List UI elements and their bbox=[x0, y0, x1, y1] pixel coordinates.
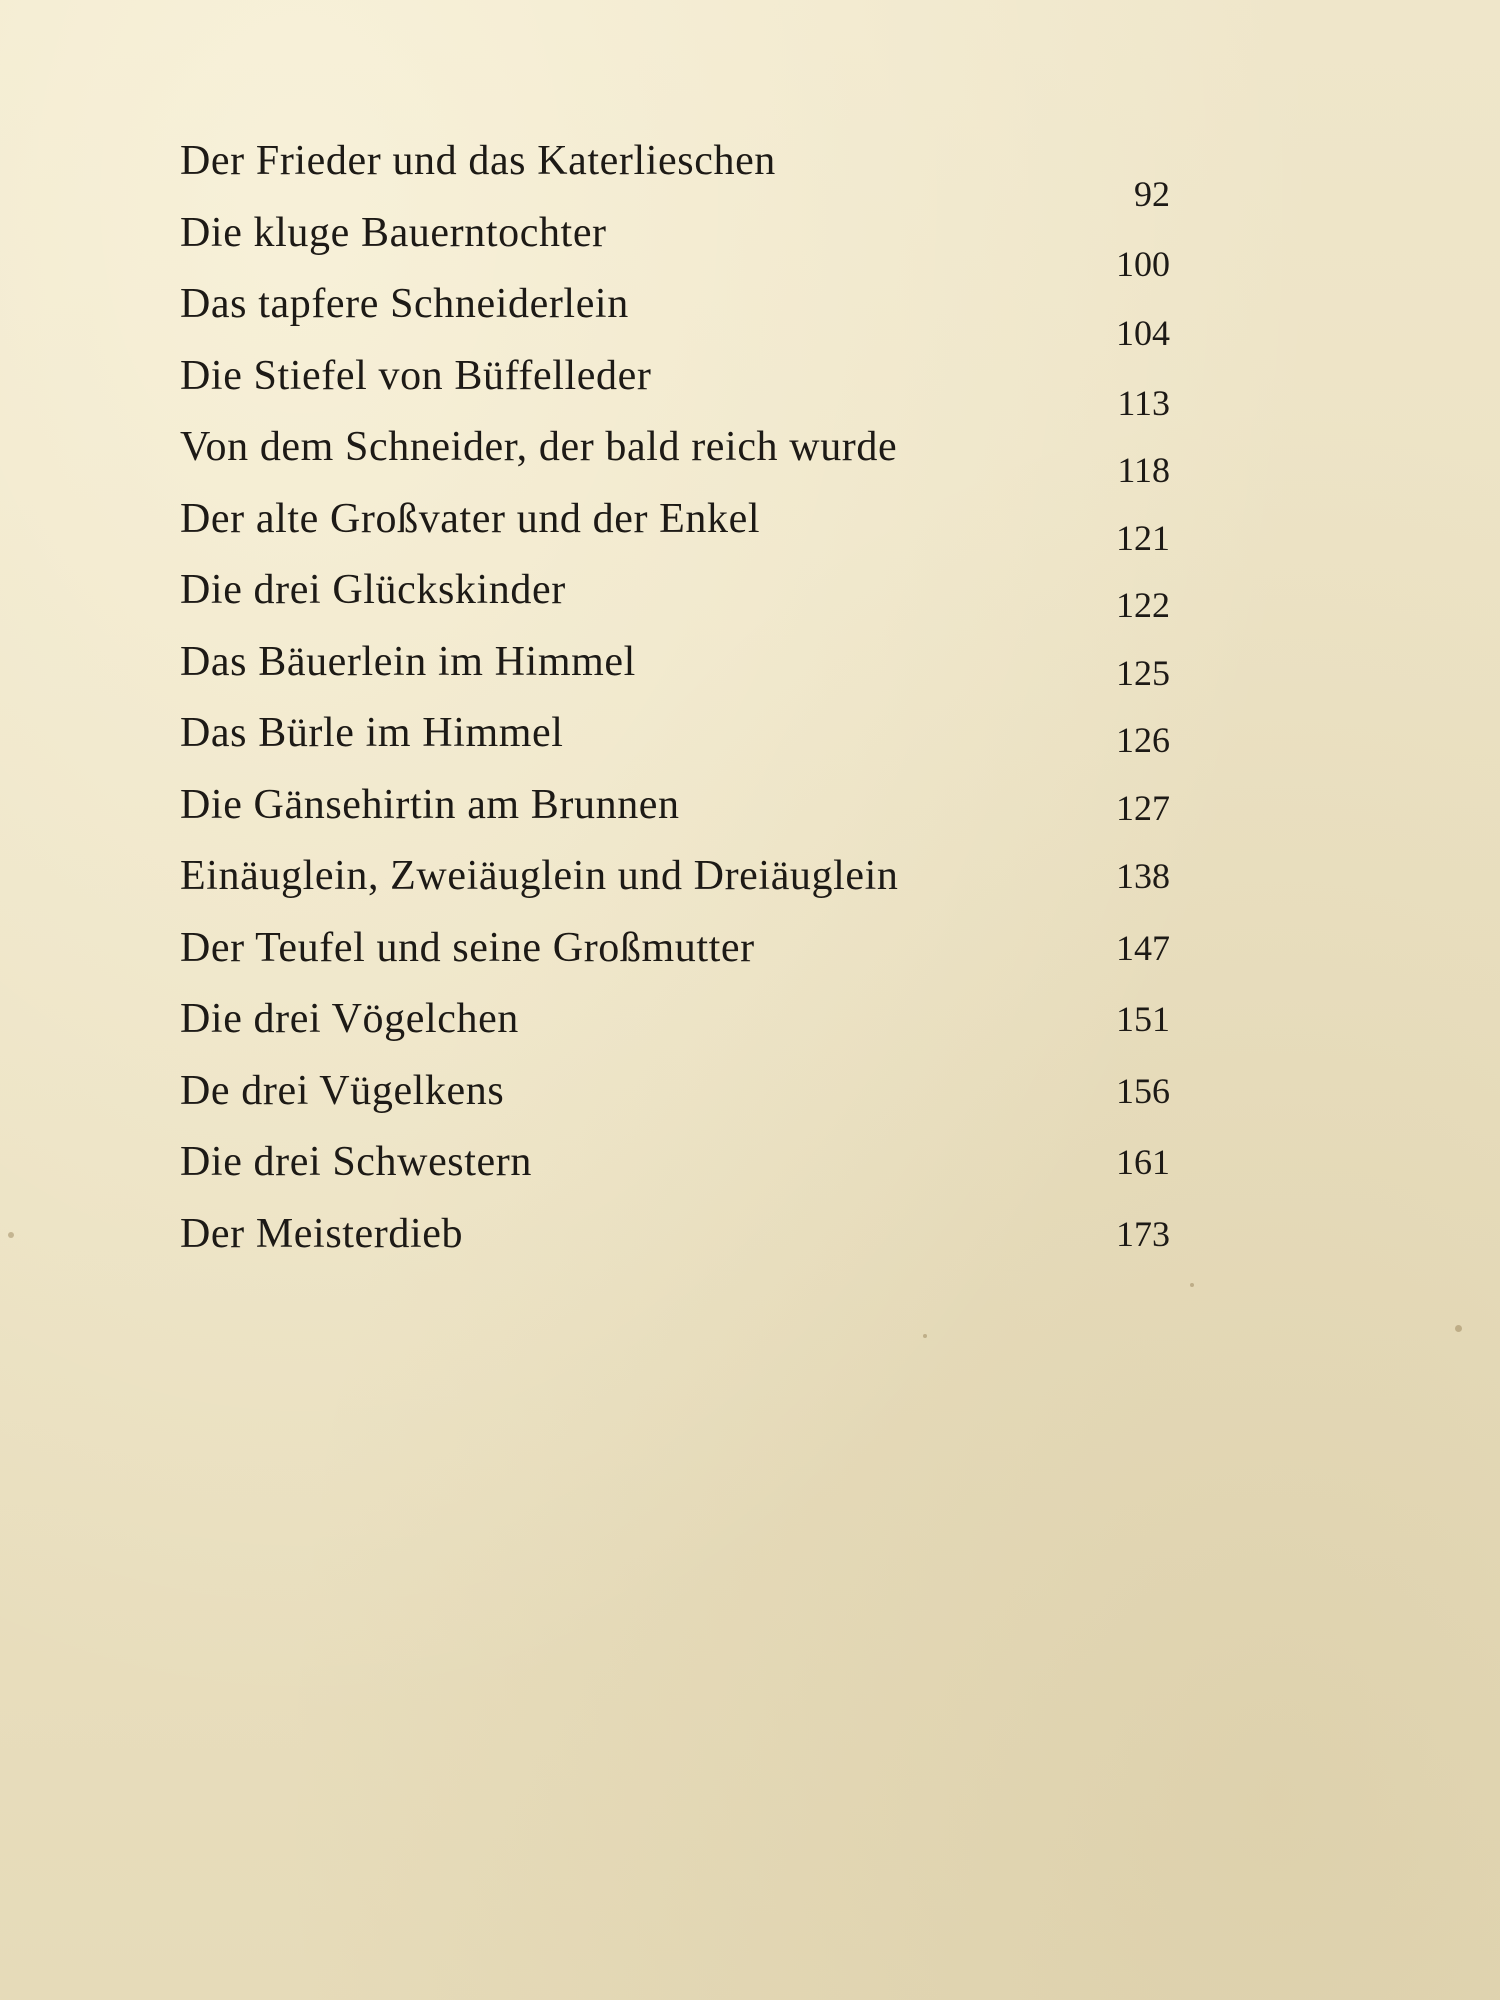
toc-entry-title: Der alte Großvater und der Enkel bbox=[180, 495, 761, 542]
toc-entry bbox=[180, 268, 1170, 353]
toc-entry-page: 127 bbox=[1116, 787, 1170, 828]
toc-entry bbox=[180, 626, 1170, 698]
toc-entry bbox=[180, 411, 1170, 490]
toc-entry bbox=[180, 125, 1170, 214]
toc-entry bbox=[180, 340, 1170, 423]
toc-entry-title: Die Gänsehirtin am Brunnen bbox=[180, 781, 680, 828]
toc-entry-page: 92 bbox=[1134, 174, 1170, 214]
toc-entry-title: Der Meisterdieb bbox=[180, 1210, 464, 1257]
toc-entry-title: Das Bürle im Himmel bbox=[180, 710, 564, 756]
toc-entry-page: 125 bbox=[1116, 652, 1170, 693]
toc-entry-page: 100 bbox=[1116, 243, 1170, 284]
paper-speck bbox=[8, 1232, 14, 1238]
toc-entry bbox=[180, 840, 1170, 912]
toc-entry bbox=[180, 697, 1170, 769]
toc-entry-page: 113 bbox=[1117, 382, 1170, 423]
toc-entry-page: 173 bbox=[1116, 1213, 1170, 1254]
paper-speck bbox=[923, 1334, 927, 1338]
toc-entry-title: Das tapfere Schneiderlein bbox=[180, 281, 629, 327]
toc-entry-page: 121 bbox=[1116, 517, 1170, 558]
toc-entry-page: 147 bbox=[1116, 927, 1170, 968]
paper-speck bbox=[1190, 1283, 1194, 1287]
toc-entry-title: Der Frieder und das Katerlieschen bbox=[180, 138, 776, 184]
toc-entry-page: 126 bbox=[1116, 720, 1170, 760]
toc-entry-title: Das Bäuerlein im Himmel bbox=[180, 638, 636, 685]
toc-entry-title: Die drei Schwestern bbox=[180, 1139, 532, 1185]
toc-entry-page: 161 bbox=[1116, 1142, 1170, 1182]
toc-entry bbox=[180, 197, 1170, 284]
toc-entry-title: Einäuglein, Zweiäuglein und Dreiäuglein bbox=[180, 853, 899, 899]
toc-entry bbox=[180, 1198, 1170, 1270]
toc-entry-title: Die drei Vögelchen bbox=[180, 996, 519, 1042]
toc-entry-page: 122 bbox=[1116, 585, 1170, 625]
toc-entry-page: 138 bbox=[1116, 856, 1170, 896]
toc-entry-page: 104 bbox=[1116, 313, 1170, 353]
toc-entry bbox=[180, 483, 1170, 558]
toc-entry bbox=[180, 769, 1170, 841]
toc-entry-page: 151 bbox=[1116, 999, 1170, 1039]
paper-speck bbox=[1455, 1325, 1462, 1332]
toc-entry-title: Von dem Schneider, der bald reich wurde bbox=[180, 424, 898, 470]
toc-entry bbox=[180, 983, 1170, 1055]
toc-entry-title: Die drei Glückskinder bbox=[180, 567, 566, 613]
toc-entry-page: 156 bbox=[1116, 1070, 1170, 1111]
toc-entry-title: Die kluge Bauerntochter bbox=[180, 209, 607, 256]
toc-entry bbox=[180, 1126, 1170, 1198]
toc-entry-title: Die Stiefel von Büffelleder bbox=[180, 352, 652, 399]
toc-entry bbox=[180, 1055, 1170, 1127]
toc-entry-title: Der Teufel und seine Großmutter bbox=[180, 924, 755, 971]
toc-entry-page: 118 bbox=[1117, 450, 1170, 490]
toc-entry bbox=[180, 554, 1170, 626]
table-of-contents bbox=[180, 125, 1170, 1269]
toc-entry bbox=[180, 912, 1170, 984]
toc-entry-title: De drei Vügelkens bbox=[180, 1067, 505, 1114]
